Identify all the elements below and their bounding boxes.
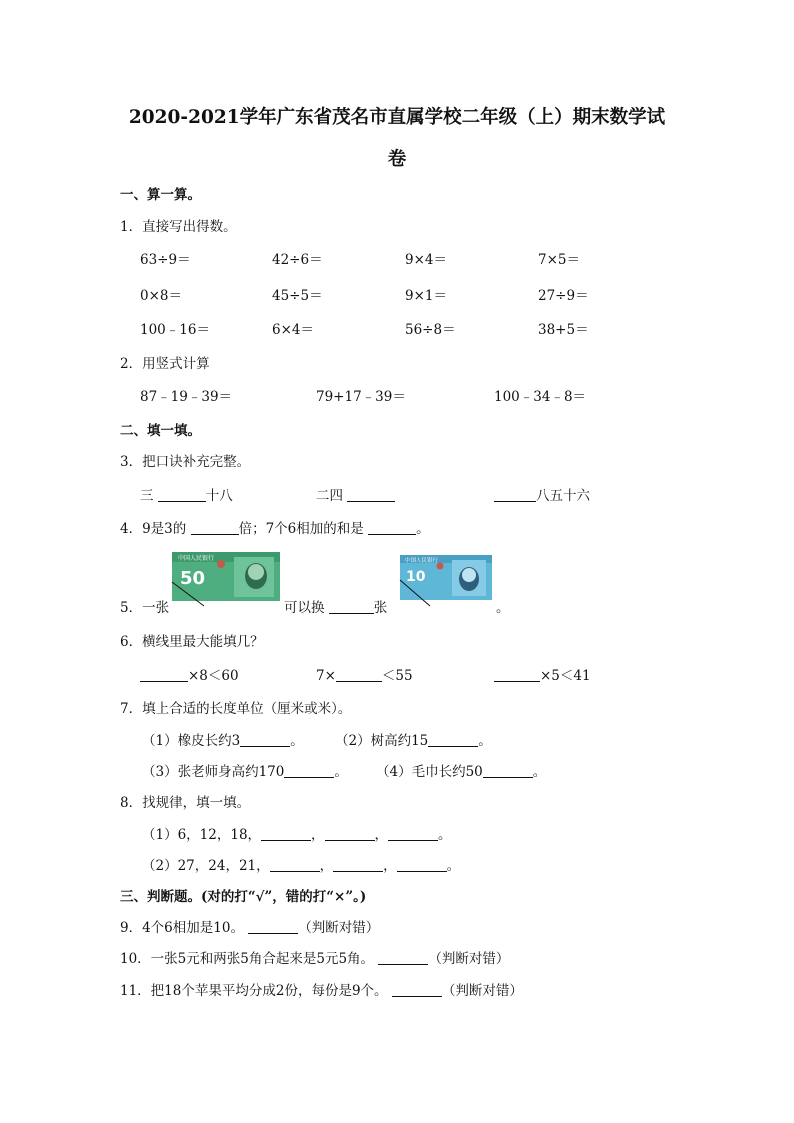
q8-sep: ，: [319, 858, 334, 874]
question-7-stem: 7．填上合适的长度单位（厘米或米）。: [120, 701, 352, 717]
q5-end: 。: [496, 600, 510, 616]
q5-text-2: 可以换: [284, 600, 325, 616]
q4-text-1: 4．9是3的: [120, 521, 187, 537]
q5-label-one: 5．一张: [120, 600, 170, 616]
answer-blank[interactable]: [494, 487, 536, 502]
answer-blank[interactable]: [397, 857, 447, 872]
question-2-stem: 2．用竖式计算: [120, 356, 210, 372]
q2-item: 100﹣34﹣8＝: [494, 389, 587, 405]
answer-blank[interactable]: [333, 857, 383, 872]
q3-b-prefix: 二四: [316, 488, 343, 504]
q8-row-1: [142, 826, 452, 844]
q7-end: 。: [290, 733, 304, 749]
q8-r2-text: （2）27，24，21，: [142, 858, 270, 874]
q7-i4-text: （4）毛巾长约50: [376, 764, 483, 780]
q6-b-prefix: 7×: [316, 668, 336, 684]
emblem-mark: [217, 560, 225, 568]
q6-c-suffix: ×5＜41: [540, 668, 591, 684]
q7-item-1: [142, 732, 304, 750]
q2-item: 79+17﹣39＝: [316, 389, 406, 405]
q8-sep: ，: [374, 827, 389, 843]
q1-item: 27÷9＝: [538, 288, 589, 304]
strike-line: [398, 578, 432, 608]
q7-i2-text: （2）树高约15: [335, 733, 429, 749]
q1-item: 9×1＝: [405, 288, 447, 304]
q1-item: 45÷5＝: [272, 288, 323, 304]
q7-i1-text: （1）橡皮长约3: [142, 733, 241, 749]
q5-text-3: 张: [373, 600, 388, 616]
note50-header: 中国人民银行: [178, 555, 215, 562]
q4-text-2: 倍；7个6相加的和是: [238, 521, 364, 537]
exam-title: 2020-2021学年广东省茂名市直属学校二年级（上）期末数学试: [128, 107, 666, 128]
question-8-stem: 8．找规律，填一填。: [120, 795, 251, 811]
answer-blank[interactable]: [270, 857, 320, 872]
note10-header: 中国人民银行: [405, 558, 439, 564]
q1-item: 7×5＝: [538, 252, 580, 268]
q10-text: 10．一张5元和两张5角合起来是5元5角。: [120, 951, 375, 967]
q3-item-b: [316, 487, 395, 505]
q6-item-a: [140, 667, 239, 685]
section-heading-1: 一、算一算。: [120, 187, 201, 203]
q1-item: 63÷9＝: [140, 252, 191, 268]
answer-blank[interactable]: [284, 763, 334, 778]
note50-value: 50: [180, 568, 206, 589]
q8-end: 。: [446, 858, 461, 874]
q4-text-3: 。: [416, 521, 430, 537]
answer-blank[interactable]: [483, 763, 533, 778]
q8-end: 。: [438, 827, 452, 843]
answer-blank[interactable]: [261, 826, 311, 841]
q1-item: 6×4＝: [272, 322, 314, 338]
answer-blank[interactable]: [388, 826, 438, 841]
q3-c-suffix: 八五十六: [536, 488, 590, 504]
answer-blank[interactable]: [140, 667, 188, 682]
q7-end: 。: [532, 764, 547, 780]
q7-item-2: [335, 732, 492, 750]
q9-text: 9．4个6相加是10。: [120, 920, 244, 936]
question-1-stem: 1．直接写出得数。: [120, 219, 237, 235]
q3-item-a: [140, 487, 233, 505]
q7-item-4: [376, 763, 546, 781]
question-5-middle: [284, 599, 387, 617]
q7-end: 。: [478, 733, 492, 749]
q8-sep: ，: [383, 858, 397, 874]
q6-a-suffix: ×8＜60: [188, 668, 239, 684]
q11-text: 11．把18个苹果平均分成2份，每份是9个。: [120, 983, 388, 999]
q6-item-c: [494, 667, 591, 685]
answer-blank[interactable]: [378, 950, 428, 965]
answer-blank[interactable]: [428, 732, 478, 747]
q1-item: 42÷6＝: [272, 252, 323, 268]
q8-sep: ，: [311, 827, 325, 843]
answer-blank[interactable]: [336, 667, 382, 682]
answer-blank[interactable]: [325, 826, 375, 841]
answer-blank[interactable]: [158, 487, 206, 502]
answer-blank[interactable]: [392, 982, 442, 997]
q9-tail: （判断对错）: [298, 920, 380, 936]
q8-row-2: [142, 857, 460, 875]
q1-item: 38+5＝: [538, 322, 589, 338]
section-heading-3: 三、判断题。(对的打“√”，错的打“×”。): [120, 889, 367, 905]
answer-blank[interactable]: [347, 487, 395, 502]
answer-blank[interactable]: [494, 667, 540, 682]
q6-item-b: [316, 667, 413, 685]
section-heading-2: 二、填一填。: [120, 423, 201, 439]
q6-b-suffix: ＜55: [381, 668, 413, 684]
note10-value: 10: [406, 569, 426, 585]
q7-i3-text: （3）张老师身高约170: [142, 764, 285, 780]
answer-blank[interactable]: [329, 599, 374, 614]
question-3-stem: 3．把口诀补充完整。: [120, 454, 251, 470]
answer-blank[interactable]: [191, 520, 239, 535]
answer-blank[interactable]: [248, 919, 298, 934]
strike-line: [170, 580, 206, 608]
exam-title-continued: 卷: [387, 149, 407, 170]
question-10: [120, 950, 509, 968]
answer-blank[interactable]: [240, 732, 290, 747]
q10-tail: （判断对错）: [428, 951, 510, 967]
q7-end: 。: [334, 764, 348, 780]
question-4: [120, 520, 430, 538]
portrait-face: [248, 564, 264, 580]
q3-item-c: [494, 487, 590, 505]
q1-item: 9×4＝: [405, 252, 447, 268]
portrait-face: [462, 568, 476, 582]
q3-a-prefix: 三: [140, 488, 154, 504]
question-6-stem: 6．横线里最大能填几？: [120, 634, 264, 650]
q1-item: 0×8＝: [140, 288, 182, 304]
q1-item: 100﹣16＝: [140, 322, 210, 338]
answer-blank[interactable]: [368, 520, 416, 535]
q1-item: 56÷8＝: [405, 322, 456, 338]
question-11: [120, 982, 523, 1000]
question-9: [120, 919, 379, 937]
q8-r1-text: （1）6，12，18，: [142, 827, 262, 843]
q3-a-suffix: 十八: [205, 488, 233, 504]
q2-item: 87﹣19﹣39＝: [140, 389, 233, 405]
q7-item-3: [142, 763, 348, 781]
q11-tail: （判断对错）: [441, 983, 523, 999]
